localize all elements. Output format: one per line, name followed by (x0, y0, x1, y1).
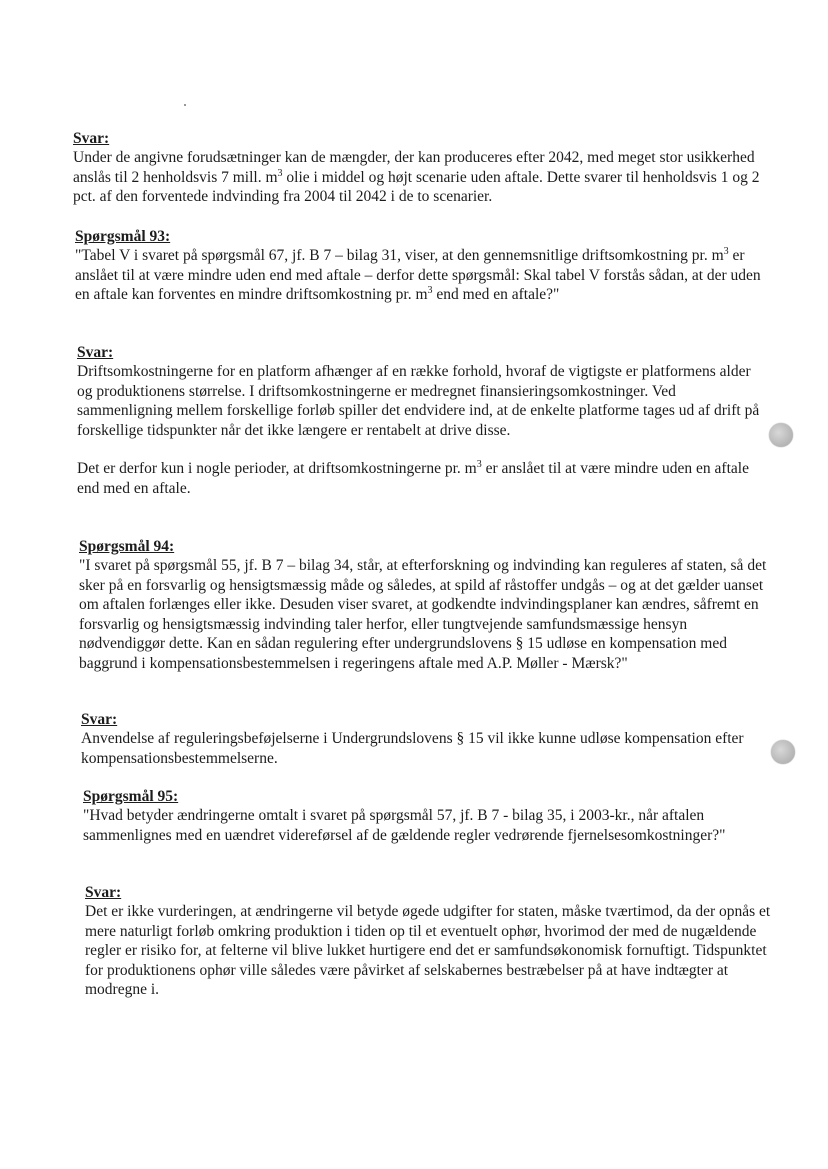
section-heading: Svar: (73, 130, 110, 147)
answer-section (73, 129, 763, 207)
section-paragraph: Det er derfor kun i nogle perioder, at driftsomkostningerne pr. $m^3$ er anslået til at være mindre uden en aftale end med en aftale. (77, 458, 749, 497)
punch-hole-lower (771, 740, 795, 764)
question-section-93 (75, 227, 765, 305)
question-section-94 (79, 537, 769, 673)
answer-section (85, 883, 775, 1000)
scan-speck (184, 104, 186, 106)
section-paragraph: "I svaret på spørgsmål 55, jf. B 7 – bilag 34, står, at efterforskning og indvinding kan reguleres af staten, så det sker på en forsvarlig og hensigtsmæssig måde og således, at spild af råstoffer undgås – og at det gælder uanset om aftalen forlænges eller ikke. Desuden viser svaret, at godkendte indvindingsplaner kan ændres, såfremt en forsvarlig og hensigtsmæssig indvinding taler herfor, eller tungtvejende samfundsmæssige hensyn nødvendiggør dette. Kan en sådan regulering efter undergrundslovens § 15 udløse en kompensation med baggrund i kompensationsbestemmelsen i regeringens aftale med A.P. Møller - Mærsk?" (79, 557, 767, 672)
answer-section (81, 710, 771, 768)
section-paragraph: "Hvad betyder ændringerne omtalt i svaret på spørgsmål 57, jf. B 7 - bilag 35, i 2003-kr., når aftalen sammenlignes med en uændret videreførsel af de gældende regler vedrørende fjernelsesomkostninger?" (83, 807, 726, 844)
section-heading: Spørgsmål 94: (79, 538, 175, 555)
section-heading: Spørgsmål 93: (75, 228, 171, 245)
punch-hole-upper (769, 423, 793, 447)
section-paragraph: Under de angivne forudsætninger kan de mængder, der kan produceres efter 2042, med meget stor usikkerhed anslås til 2 henholdsvis 7 mill. $m^3$ olie i middel og højt scenarie uden aftale. Dette svarer til henholdsvis 1 og 2 pct. af den forventede indvinding fra 2004 til 2042 i de to scenarier. (73, 149, 760, 205)
section-paragraph: Driftsomkostningerne for en platform afhænger af en række forhold, hvoraf de vigtigste er platformens alder og produktionens størrelse. I driftsomkostningerne er medregnet finansieringsomkostninger. Ved sammenligning mellem forskellige forløb spiller det endvidere ind, at de enkelte platforme tages ud af drift på forskellige tidspunkter når det ikke længere er rentabelt at drive disse. (77, 363, 760, 439)
section-heading: Svar: (77, 344, 114, 361)
section-paragraph: Det er ikke vurderingen, at ændringerne vil betyde øgede udgifter for staten, måske tværtimod, da der opnås et mere naturligt forløb omkring produktion i tiden op til et eventuelt ophør, hvorimod der med de nugældende regler er risiko for, at felterne vil blive lukket hurtigere end det er samfundsøkonomisk fornuftigt. Tidspunktet for produktionens ophør ville således være påvirket af selskabernes bestræbelser på at have indtægter at modregne i. (85, 903, 771, 998)
section-paragraph: "Tabel V i svaret på spørgsmål 67, jf. B 7 – bilag 31, viser, at den gennemsnitlige driftsomkostning pr. $m^3$ er anslået til at være mindre uden end med aftale – derfor dette spørgsmål: Skal tabel V forstås sådan, at der uden en aftale kan forventes en mindre driftsomkostning pr. $m^3$ end med en aftale?" (75, 245, 761, 303)
section-heading: Spørgsmål 95: (83, 788, 179, 805)
question-section-95 (83, 787, 773, 845)
section-paragraph: Anvendelse af reguleringsbeføjelserne i Undergrundslovens § 15 vil ikke kunne udløse kompensation efter kompensationsbestemmelserne. (81, 730, 744, 767)
section-heading: Svar: (85, 884, 122, 901)
section-heading: Svar: (81, 711, 118, 728)
answer-section (77, 343, 767, 498)
